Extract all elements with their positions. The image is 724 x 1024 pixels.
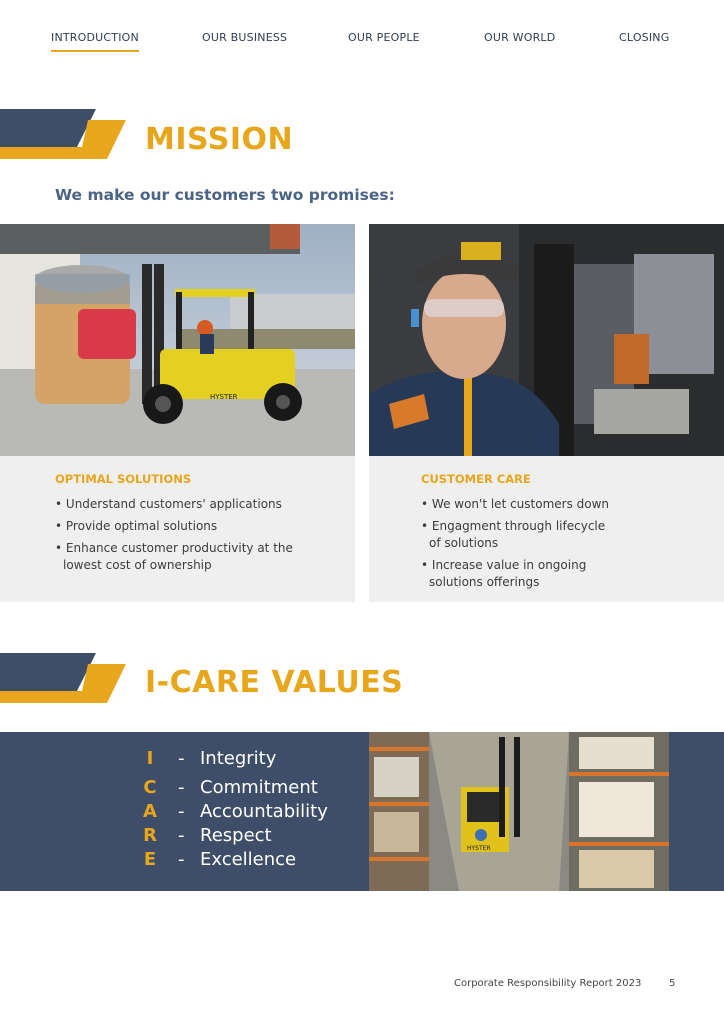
value-dash: - [178, 825, 185, 846]
mission-subtitle: We make our customers two promises: [55, 186, 395, 204]
truck-brand-text: HYSTER [467, 845, 491, 852]
optimal-solutions-card [0, 456, 355, 602]
nav-our-business[interactable]: OUR BUSINESS [202, 31, 288, 44]
mission-banner-graphic [0, 109, 130, 159]
technician-photo [369, 224, 724, 456]
value-letter: I [146, 748, 154, 769]
bullet-item: • Understand customers' applications [55, 496, 315, 513]
card-title: OPTIMAL SOLUTIONS [55, 472, 192, 486]
nav-closing[interactable]: CLOSING [619, 31, 670, 44]
value-letter: A [143, 801, 157, 822]
footer-report-title: Corporate Responsibility Report 2023 [454, 978, 642, 989]
value-word: Respect [200, 825, 272, 846]
value-letter: R [143, 825, 157, 846]
forklift-brand-text: HYSTER [210, 393, 238, 401]
nav-our-world[interactable]: OUR WORLD [484, 31, 556, 44]
value-dash: - [178, 849, 185, 870]
page-number: 5 [669, 978, 676, 989]
bullet-item: • Enhance customer productivity at the lowest cost of ownership [55, 540, 315, 574]
nav-introduction[interactable]: INTRODUCTION [51, 31, 139, 44]
card-bullet-list [421, 496, 611, 596]
card-title: CUSTOMER CARE [421, 472, 531, 486]
value-letter: C [143, 777, 157, 798]
mission-title: MISSION [145, 122, 294, 157]
card-bullet-list [55, 496, 315, 579]
customer-care-card [369, 456, 724, 602]
bullet-item: • Increase value in ongoing solutions offerings [421, 557, 611, 591]
bullet-item: • Provide optimal solutions [55, 518, 315, 535]
values-banner-graphic [0, 653, 130, 703]
value-dash: - [178, 801, 185, 822]
value-dash: - [178, 748, 185, 769]
value-word: Commitment [200, 777, 318, 798]
value-dash: - [178, 777, 185, 798]
nav-our-people[interactable]: OUR PEOPLE [348, 31, 420, 44]
value-word: Integrity [200, 748, 277, 769]
values-title: I-CARE VALUES [145, 665, 404, 700]
warehouse-photo [369, 732, 669, 891]
value-word: Accountability [200, 801, 328, 822]
bullet-item: • Engagment through lifecycle of solutions [421, 518, 611, 552]
forklift-photo [0, 224, 355, 456]
value-word: Excellence [200, 849, 297, 870]
value-letter: E [143, 849, 157, 870]
top-navigation [0, 31, 724, 55]
bullet-item: • We won't let customers down [421, 496, 611, 513]
